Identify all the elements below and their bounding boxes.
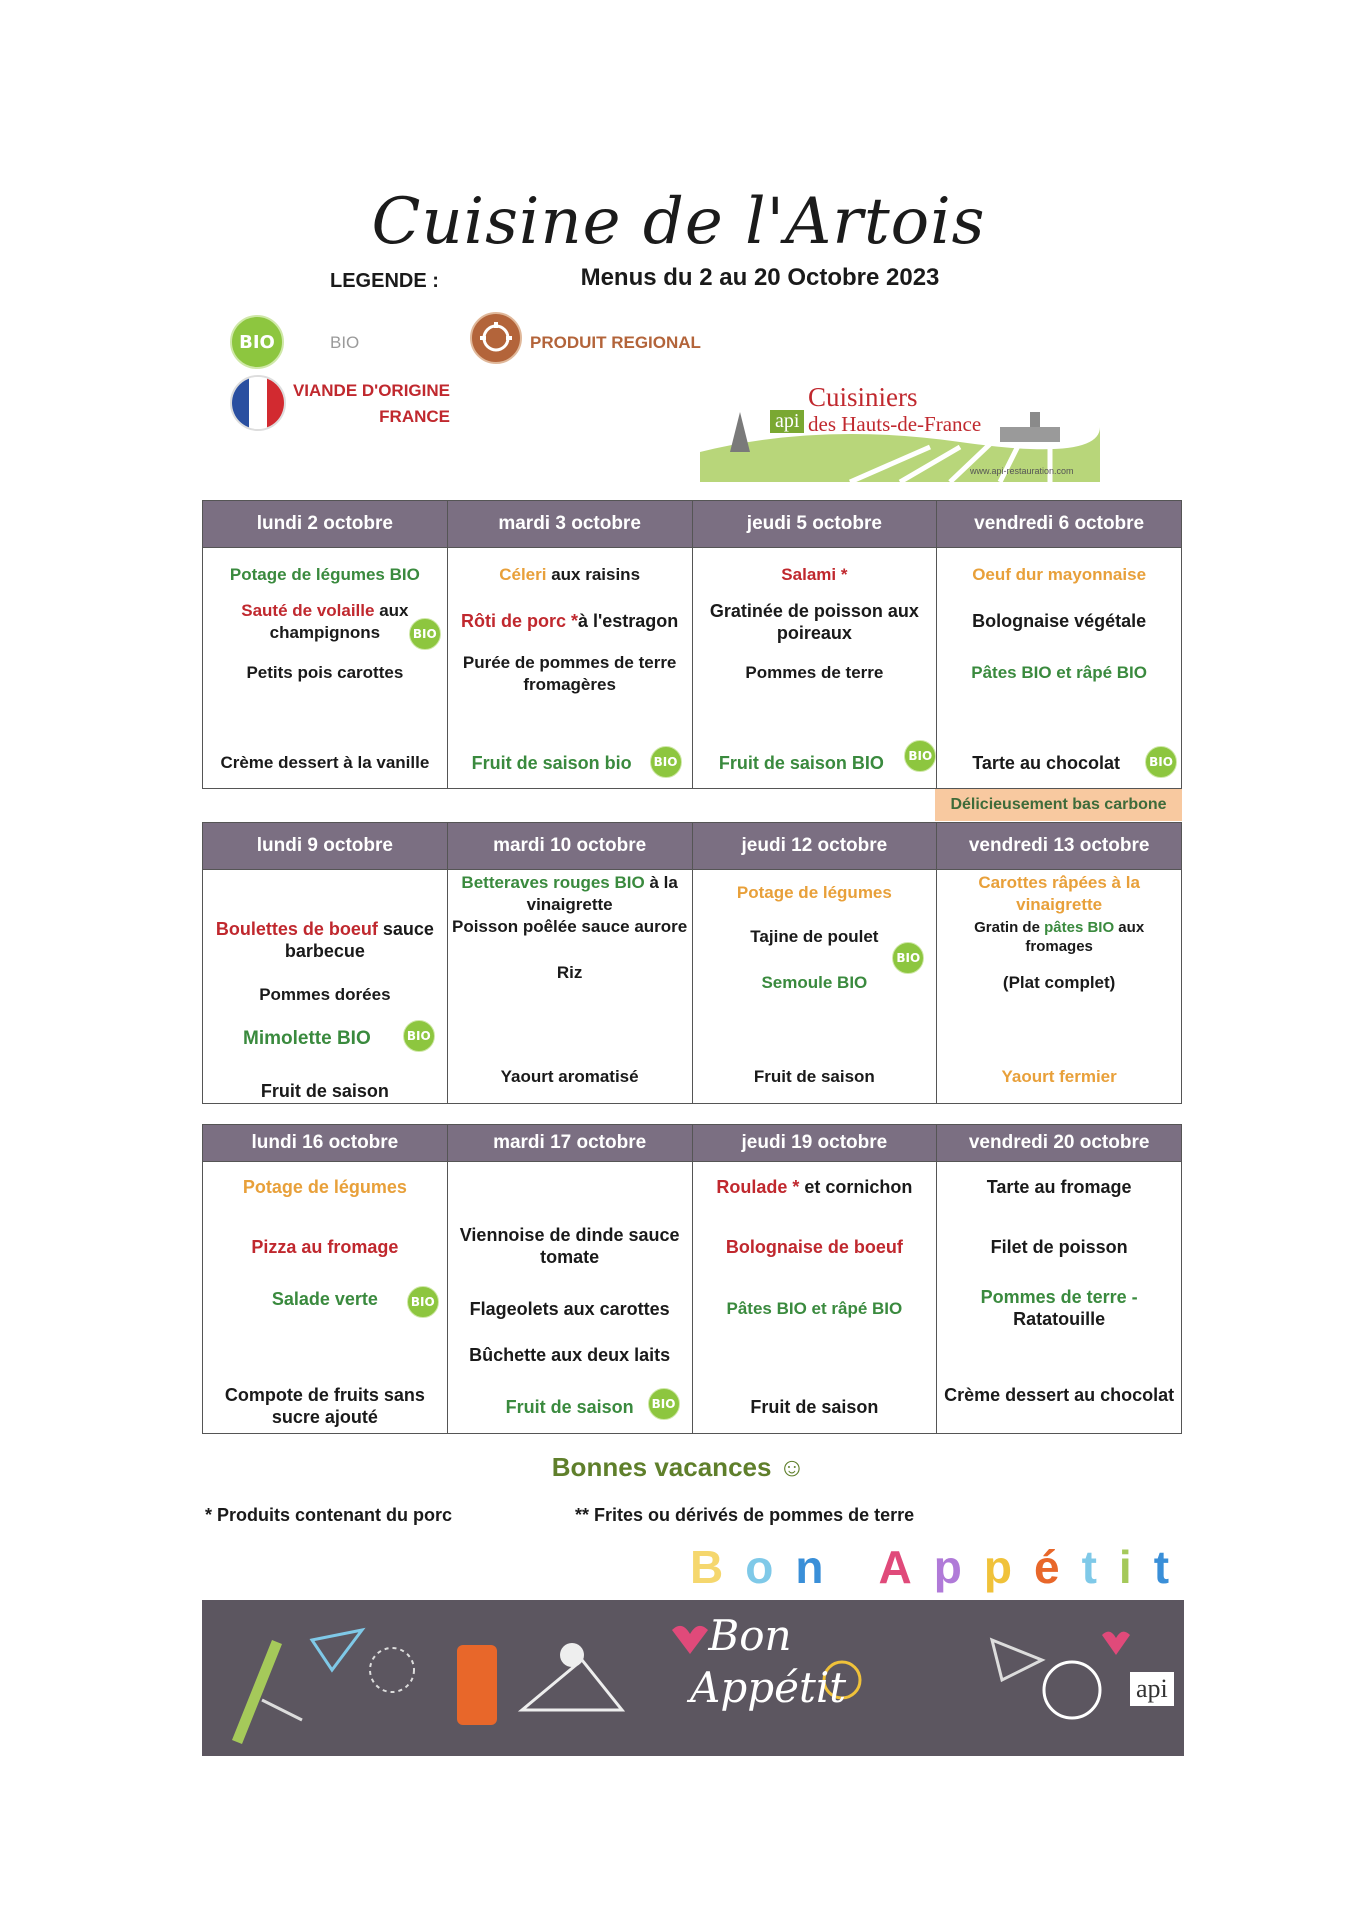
day-header: jeudi 19 octobre — [692, 1125, 937, 1162]
menu-item — [207, 984, 443, 1006]
menu-item-text: Fruit de saison bio — [471, 753, 632, 773]
bon-appetit-letter: t — [1081, 1541, 1119, 1593]
menu-item-text: Sauté de volaille — [241, 601, 375, 620]
day-menu — [448, 1162, 692, 1433]
menu-item-text: Carottes râpées à la vinaigrette — [978, 873, 1140, 914]
logo-api: api — [770, 410, 804, 433]
menu-item — [941, 1066, 1177, 1088]
menu-item — [697, 1396, 933, 1418]
menu-item — [697, 1236, 933, 1258]
bio-icon: BIO — [892, 942, 924, 974]
day-header: lundi 16 octobre — [203, 1125, 448, 1162]
menu-item-text: (Plat complet) — [1002, 973, 1116, 992]
menu-item — [452, 752, 652, 774]
menu-item-text: Roulade * — [716, 1177, 800, 1197]
menu-item — [452, 872, 688, 916]
menu-item — [941, 1176, 1177, 1198]
vacances-message: Bonnes vacances ☺ — [551, 1452, 806, 1482]
menu-item — [697, 1298, 933, 1320]
menu-item — [207, 1384, 443, 1428]
logo-subtitle: des Hauts-de-France — [808, 412, 982, 436]
menu-item-text: Tajine de poulet — [750, 927, 879, 946]
menu-item — [207, 1236, 443, 1258]
menu-item-text: Pommes de terre - — [980, 1287, 1138, 1307]
frites-note: ** Frites ou dérivés de pommes de terre — [575, 1505, 915, 1525]
banner-text — [690, 1610, 847, 1714]
menu-item-text: Ratatouille — [1013, 1309, 1106, 1329]
menu-item-text: aux raisins — [546, 565, 641, 584]
menu-item — [452, 652, 688, 696]
menu-item-text: Rôti de porc * — [460, 611, 578, 631]
menu-item — [452, 1224, 688, 1268]
menu-item — [207, 752, 443, 774]
bon-appetit-text — [690, 1540, 1191, 1594]
menu-item — [697, 662, 933, 684]
menu-item — [697, 1176, 933, 1198]
menu-item — [697, 972, 933, 994]
day-menu — [448, 548, 692, 788]
day-header: jeudi 12 octobre — [692, 823, 937, 870]
menu-item — [697, 600, 933, 644]
menu-item-text: Salade verte — [271, 1289, 378, 1309]
menu-item — [452, 916, 688, 938]
menu-item — [452, 1344, 688, 1366]
bon-appetit-letter: é — [1033, 1541, 1082, 1593]
menu-item-text: Pâtes BIO et râpé BIO — [971, 663, 1147, 682]
menu-item — [207, 918, 443, 962]
menu-item — [697, 752, 907, 774]
menu-item-text: Fruit de saison — [260, 1081, 389, 1101]
day-header: mardi 10 octobre — [447, 823, 692, 870]
menu-item-text: Potage de légumes BIO — [229, 565, 420, 584]
menu-item-text: Crème dessert à la vanille — [220, 753, 430, 772]
legend-viande-line1: VIANDE D'ORIGINE — [292, 381, 450, 400]
menu-item-text: Fruit de saison — [750, 1397, 879, 1417]
api-logo: api — [1130, 1672, 1174, 1706]
legend-label: LEGENDE : — [330, 270, 439, 292]
bio-icon: BIO — [230, 315, 284, 369]
bon-appetit-letter: n — [795, 1541, 846, 1593]
banner-line2: Appétit — [690, 1663, 847, 1712]
menu-item-text: Pommes de terre — [745, 663, 884, 682]
day-menu — [203, 870, 447, 1103]
menu-item — [941, 564, 1177, 586]
menu-item — [941, 752, 1151, 774]
menu-item — [452, 564, 688, 586]
menu-item — [941, 662, 1177, 684]
menu-item-text: Bolognaise végétale — [972, 611, 1147, 631]
legend-viande-text — [290, 378, 450, 430]
menu-item — [207, 1028, 407, 1050]
menu-item-text: et cornichon — [799, 1177, 913, 1197]
menu-item-text: Mimolette BIO — [243, 1028, 371, 1049]
low-carbon-label: Délicieusement bas carbone — [935, 789, 1182, 821]
day-header: vendredi 20 octobre — [937, 1125, 1182, 1162]
menu-item-text: Céleri — [499, 565, 547, 584]
menu-item — [452, 610, 688, 632]
day-menu — [693, 870, 937, 1103]
menu-item-text: Gratinée de poisson aux poireaux — [709, 601, 919, 643]
menu-item-text: Yaourt aromatisé — [500, 1067, 639, 1086]
day-menu — [937, 870, 1181, 1103]
page-title: Cuisine de l'Artois — [371, 185, 986, 259]
bon-appetit-letter: p — [983, 1541, 1034, 1593]
menu-item — [207, 564, 443, 586]
menu-period: Menus du 2 au 20 Octobre 2023 — [580, 264, 940, 291]
menu-item-text: Gratin de — [974, 919, 1045, 936]
week-3-table — [202, 1124, 1182, 1434]
menu-item-text: Filet de poisson — [990, 1237, 1128, 1257]
bio-icon: BIO — [904, 740, 936, 772]
menu-item-text: Tarte au chocolat — [972, 753, 1120, 773]
menu-item-text: Viennoise de dinde sauce tomate — [459, 1225, 680, 1267]
legend-regional-text: PRODUIT REGIONAL — [530, 333, 701, 352]
bon-appetit-letter: p — [933, 1541, 984, 1593]
menu-item — [941, 972, 1177, 994]
menu-item-text: pâtes BIO — [1044, 919, 1115, 936]
menu-item-text: aux fromages — [1025, 919, 1145, 955]
menu-item-text: Yaourt fermier — [1001, 1067, 1117, 1086]
menu-item — [452, 962, 688, 984]
menu-item-text: Fruit de saison — [505, 1397, 634, 1417]
menu-item-text: Betteraves rouges BIO — [461, 873, 645, 892]
menu-item — [941, 610, 1177, 632]
bon-appetit-letter: i — [1118, 1541, 1154, 1593]
menu-item-text: Pizza au fromage — [251, 1237, 399, 1257]
bon-appetit-letter: B — [690, 1541, 746, 1593]
day-header: lundi 9 octobre — [203, 823, 448, 870]
menu-item-text: Compote de fruits sans sucre ajouté — [224, 1385, 425, 1427]
menu-item-text: à la vinaigrette — [526, 873, 678, 914]
menu-item-text: Bolognaise de boeuf — [725, 1237, 903, 1257]
menu-item — [941, 872, 1177, 916]
menu-item-text: Petits pois carottes — [246, 663, 404, 682]
bon-appetit-letter — [845, 1541, 878, 1593]
menu-item-text: Salami * — [781, 565, 848, 584]
menu-item-text: Potage de légumes — [242, 1177, 407, 1197]
bio-icon: BIO — [648, 1388, 680, 1420]
menu-item-text: Tarte au fromage — [986, 1177, 1132, 1197]
bio-icon: BIO — [1145, 746, 1177, 778]
menu-item-text: Fruit de saison — [753, 1067, 875, 1086]
menu-item — [941, 918, 1177, 956]
menu-item-text: Crème dessert au chocolat — [944, 1385, 1175, 1405]
day-header: vendredi 6 octobre — [937, 501, 1182, 548]
logo-title: Cuisiniers — [808, 382, 918, 412]
legend-bio-text: BIO — [330, 333, 360, 352]
menu-item — [697, 564, 933, 586]
menu-item-text: aux champignons — [269, 601, 409, 642]
day-header: jeudi 5 octobre — [692, 501, 937, 548]
menu-item-text: à l'estragon — [577, 611, 679, 631]
menu-item — [452, 1066, 688, 1088]
day-menu — [937, 548, 1181, 788]
menu-item — [207, 1080, 443, 1102]
day-header: vendredi 13 octobre — [937, 823, 1182, 870]
menu-item — [697, 1066, 933, 1088]
week-2-table — [202, 822, 1182, 1104]
bon-appetit-letter: o — [745, 1541, 796, 1593]
bio-icon: BIO — [403, 1020, 435, 1052]
logo-website: www.api-restauration.com — [970, 466, 1074, 476]
day-header: lundi 2 octobre — [203, 501, 448, 548]
porc-note: * Produits contenant du porc — [205, 1505, 453, 1525]
day-header: mardi 17 octobre — [447, 1125, 692, 1162]
menu-item-text: Purée de pommes de terre fromagères — [462, 653, 677, 694]
menu-item-text: Semoule BIO — [761, 973, 868, 992]
bon-appetit-letter: t — [1153, 1541, 1192, 1593]
bon-appetit-letter: A — [878, 1541, 934, 1593]
menu-item — [941, 1236, 1177, 1258]
day-menu — [937, 1162, 1181, 1433]
day-menu — [203, 548, 447, 788]
menu-item-text: Bûchette aux deux laits — [469, 1345, 671, 1365]
menu-item-text: Flageolets aux carottes — [469, 1299, 670, 1319]
legend-viande-line2: FRANCE — [379, 407, 450, 426]
menu-item — [697, 882, 933, 904]
menu-item-text: Poisson poêlée sauce aurore — [451, 917, 688, 936]
day-menu — [448, 870, 692, 1103]
day-menu — [203, 1162, 447, 1433]
week-1-table — [202, 500, 1182, 789]
bio-icon: BIO — [407, 1286, 439, 1318]
regional-product-icon — [470, 312, 522, 364]
menu-item-text: sauce barbecue — [284, 919, 434, 961]
menu-item-text: Fruit de saison BIO — [718, 753, 884, 773]
bio-icon: BIO — [650, 746, 682, 778]
day-menu — [693, 548, 937, 788]
menu-item — [941, 1384, 1177, 1406]
banner-line1: Bon — [708, 1611, 792, 1660]
menu-item-text: Potage de légumes — [736, 883, 892, 902]
menu-item-text: Pâtes BIO et râpé BIO — [726, 1299, 903, 1318]
menu-item-text: Pommes dorées — [259, 985, 391, 1004]
menu-item-text: Oeuf dur mayonnaise — [972, 565, 1147, 584]
france-flag-icon — [230, 375, 286, 431]
menu-item — [452, 1298, 688, 1320]
menu-item-text: Boulettes de boeuf — [215, 919, 378, 939]
bio-icon: BIO — [409, 618, 441, 650]
menu-item — [207, 662, 443, 684]
menu-item — [941, 1286, 1177, 1330]
menu-item — [207, 600, 443, 644]
day-header: mardi 3 octobre — [447, 501, 692, 548]
day-menu — [693, 1162, 937, 1433]
menu-item-text: Riz — [556, 963, 583, 982]
menu-item — [207, 1176, 443, 1198]
